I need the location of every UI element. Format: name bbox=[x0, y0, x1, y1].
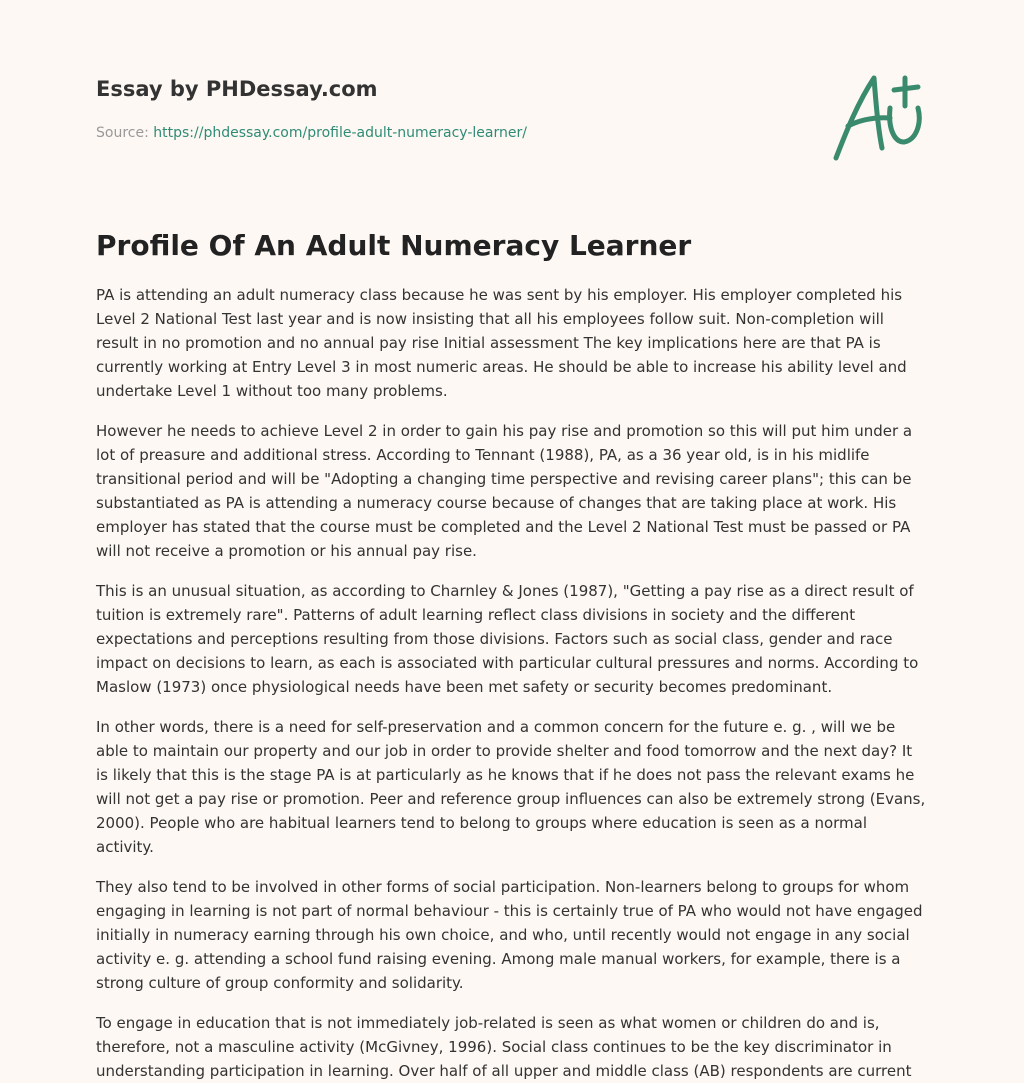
source-link[interactable]: https://phdessay.com/profile-adult-numeracy-learner/ bbox=[153, 125, 527, 141]
essay-paragraph: This is an unusual situation, as according to Charnley & Jones (1987), "Getting a pay rise as a direct result of tuition is extremely rare". Patterns of adult learning reflect class divisions in society and the different expectations and perceptions resulting from those divisions. Factors such as social class, gender and race impact on decisions to learn, as each is associated with particular cultural pressures and norms. According to Maslow (1973) once physiological needs have been met safety or security becomes predominant. bbox=[96, 582, 919, 696]
essay-body bbox=[96, 283, 928, 1083]
source-line bbox=[96, 125, 527, 141]
source-label: Source: bbox=[96, 125, 154, 141]
essay-paragraph: To engage in education that is not immediately job-related is seen as what women or children do and is, therefore, not a masculine activity (McGivney, 1996). Social class continues to be the key discriminator in understanding participation in learning. Over half of all upper and middle class (AB) respondents are current bbox=[96, 1014, 912, 1080]
brand-title: Essay by PHDessay.com bbox=[96, 77, 378, 101]
document-header bbox=[96, 0, 928, 200]
essay-paragraph: PA is attending an adult numeracy class because he was sent by his employer. His employer completed his Level 2 National Test last year and is now insisting that all his employees follow suit. Non-completion will result in no promotion and no annual pay rise Initial assessment The key implications here are that PA is currently working at Entry Level 3 in most numeric areas. He should be able to increase his ability level and undertake Level 1 without too many problems. bbox=[96, 286, 907, 400]
essay-paragraph: In other words, there is a need for self-preservation and a common concern for the future e. g. , will we be able to maintain our property and our job in order to provide shelter and food tomorrow and the next day? It is likely that this is the stage PA is at particularly as he knows that if he does not pass the relevant exams he will not get a pay rise or promotion. Peer and reference group influences can also be extremely strong (Evans, 2000). People who are habitual learners tend to belong to groups where education is seen as a normal activity. bbox=[96, 718, 926, 856]
a-plus-logo-icon bbox=[828, 66, 928, 166]
essay-paragraph: However he needs to achieve Level 2 in order to gain his pay rise and promotion so this will put him under a lot of preasure and additional stress. According to Tennant (1988), PA, as a 36 year old, is in his midlife transitional period and will be "Adopting a changing time perspective and revising career plans"; this can be substantiated as PA is attending a numeracy course because of changes that are taking place at work. His employer has stated that the course must be completed and the Level 2 National Test must be passed or PA will not receive a promotion or his annual pay rise. bbox=[96, 422, 913, 560]
essay-paragraph: They also tend to be involved in other forms of social participation. Non-learners belong to groups for whom engaging in learning is not part of normal behaviour - this is certainly true of PA who would not have engaged initially in numeracy earning through his own choice, and who, until recently would not engage in any social activity e. g. attending a school fund raising evening. Among male manual workers, for example, there is a strong culture of group conformity and solidarity. bbox=[96, 878, 923, 992]
essay-title: Profile Of An Adult Numeracy Learner bbox=[96, 229, 692, 262]
